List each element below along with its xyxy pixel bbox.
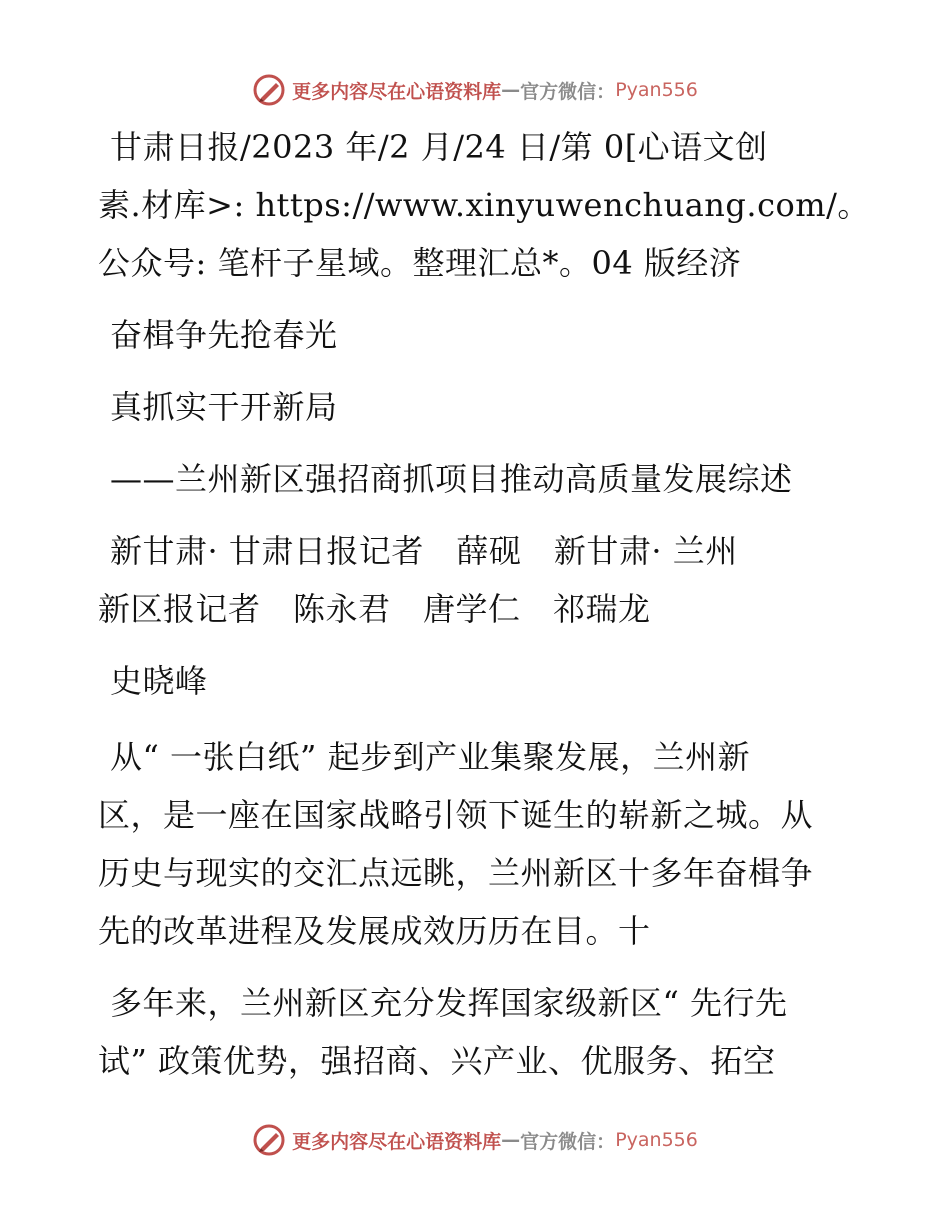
watermark-site-text: 更多内容尽在心语资料库 (292, 80, 502, 103)
byline-block (98, 522, 858, 638)
byline-tail-block (98, 652, 858, 710)
paragraph-line: 先的改革进程及发展成效历历在目。十 (98, 912, 651, 950)
headline-2: 真抓实干开新局 (110, 388, 338, 426)
watermark-wechat-label: 官方微信： (520, 1130, 616, 1153)
pen-logo-icon (252, 1123, 286, 1157)
source-line: 公众号: 笔杆子星域。整理汇总*。04 版经济 (98, 244, 742, 282)
byline-line: 新区报记者 陈永君 唐学仁 祁瑞龙 (98, 590, 651, 628)
subtitle-block (98, 450, 858, 508)
watermark-banner-top (0, 70, 950, 110)
paragraph-1 (98, 728, 858, 960)
pen-logo-icon (252, 73, 286, 107)
paragraph-line: 试” 政策优势，强招商、兴产业、优服务、拓空 (98, 1042, 776, 1080)
headline-1: 奋楫争先抢春光 (110, 316, 338, 354)
watermark-banner-bottom (0, 1120, 950, 1160)
watermark-site-text: 更多内容尽在心语资料库 (292, 1130, 502, 1153)
source-line-block (98, 118, 870, 292)
watermark-wechat-id: Pyan556 (615, 79, 698, 101)
headline-block (98, 378, 858, 436)
source-line: 素.材库>: https://www.xinyuwenchuang.com/。 (98, 186, 870, 224)
source-line: 甘肃日报/2023 年/2 月/24 日/第 0[心语文创 (110, 128, 768, 166)
paragraph-line: 多年来，兰州新区充分发挥国家级新区“ 先行先 (110, 984, 788, 1022)
watermark-wechat-id: Pyan556 (615, 1129, 698, 1151)
watermark-dash: — (501, 79, 521, 101)
byline-tail: 史晓峰 (110, 662, 208, 700)
paragraph-line: 历史与现实的交汇点远眺，兰州新区十多年奋楫争 (98, 854, 814, 892)
paragraph-2 (98, 974, 858, 1090)
headline-block (98, 306, 858, 364)
paragraph-line: 区，是一座在国家战略引领下诞生的崭新之城。从 (98, 796, 814, 834)
subtitle: ——兰州新区强招商抓项目推动高质量发展综述 (110, 460, 793, 498)
watermark-wechat-label: 官方微信： (520, 80, 616, 103)
paragraph-line: 从“ 一张白纸” 起步到产业集聚发展，兰州新 (110, 738, 751, 776)
byline-line: 新甘肃· 甘肃日报记者 薛砚 新甘肃· 兰州 (110, 532, 738, 570)
watermark-dash: — (501, 1129, 521, 1151)
document-body (98, 118, 870, 1090)
